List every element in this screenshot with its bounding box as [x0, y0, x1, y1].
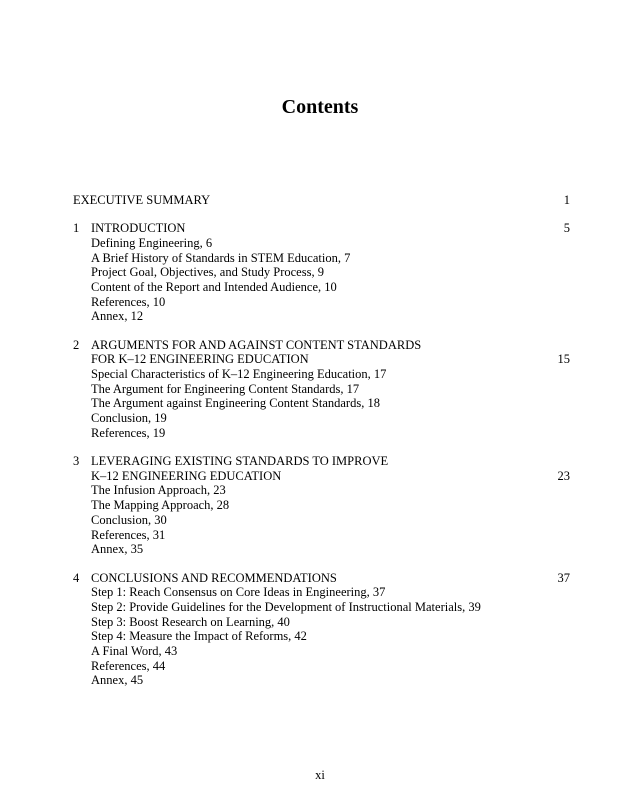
chapter-number: 1 — [73, 221, 80, 236]
chapter-title: CONCLUSIONS AND RECOMMENDATIONS — [91, 570, 337, 585]
toc-chapter-1 — [73, 221, 570, 324]
toc-subentry: Defining Engineering, 6 — [91, 235, 213, 250]
toc-chapter-3 — [73, 454, 570, 557]
table-of-contents — [73, 193, 570, 688]
toc-subentry: The Infusion Approach, 23 — [91, 483, 226, 498]
toc-subentry: References, 10 — [91, 294, 166, 309]
toc-subentry: Content of the Report and Intended Audience, 10 — [91, 280, 337, 295]
toc-subentry: Step 1: Reach Consensus on Core Ideas in Engineering, 37 — [91, 585, 386, 600]
page-number-footer: xi — [315, 768, 325, 782]
chapter-title-continued: FOR K–12 ENGINEERING EDUCATION — [91, 352, 309, 367]
chapter-title: LEVERAGING EXISTING STANDARDS TO IMPROVE — [91, 454, 389, 469]
toc-subentry: The Argument against Engineering Content Standards, 18 — [91, 396, 380, 411]
toc-subentry: Conclusion, 19 — [91, 411, 167, 426]
toc-page-number: 5 — [563, 221, 570, 236]
toc-subentry: References, 44 — [91, 658, 166, 673]
toc-subentry: Annex, 35 — [91, 542, 144, 557]
chapter-title: INTRODUCTION — [91, 221, 186, 236]
toc-subentry: References, 19 — [91, 425, 166, 440]
toc-page-number: 23 — [557, 468, 570, 483]
toc-subentry: The Mapping Approach, 28 — [91, 498, 230, 513]
toc-chapter-4 — [73, 571, 570, 689]
toc-subentry: Step 2: Provide Guidelines for the Development of Instructional Materials, 39 — [91, 599, 481, 614]
toc-entry-title: EXECUTIVE SUMMARY — [73, 193, 211, 207]
toc-subentry: Conclusion, 30 — [91, 512, 167, 527]
toc-subentry: A Final Word, 43 — [91, 643, 178, 658]
toc-subentry: A Brief History of Standards in STEM Education, 7 — [91, 250, 351, 265]
toc-subentry: Step 3: Boost Research on Learning, 40 — [91, 614, 290, 629]
chapter-number: 3 — [73, 454, 80, 469]
chapter-number: 4 — [73, 570, 80, 585]
toc-chapter-2 — [73, 338, 570, 441]
toc-subentry: Step 4: Measure the Impact of Reforms, 42 — [91, 629, 307, 644]
toc-page-number: 37 — [557, 570, 570, 585]
toc-subentry: Annex, 12 — [91, 309, 144, 324]
toc-subentry: The Argument for Engineering Content Standards, 17 — [91, 381, 360, 396]
toc-subentry: Project Goal, Objectives, and Study Process, 9 — [91, 265, 324, 280]
toc-subentry: Special Characteristics of K–12 Engineering Education, 17 — [91, 367, 387, 382]
toc-entry-executive-summary — [73, 193, 570, 208]
toc-page-number: 1 — [563, 193, 570, 207]
toc-subentry: Annex, 45 — [91, 673, 144, 688]
chapter-title-continued: K–12 ENGINEERING EDUCATION — [91, 468, 282, 483]
chapter-number: 2 — [73, 337, 80, 352]
toc-subentry: References, 31 — [91, 527, 166, 542]
chapter-title: ARGUMENTS FOR AND AGAINST CONTENT STANDARDS — [91, 337, 422, 352]
toc-page-number: 15 — [557, 352, 570, 367]
page-title: Contents — [281, 96, 359, 118]
